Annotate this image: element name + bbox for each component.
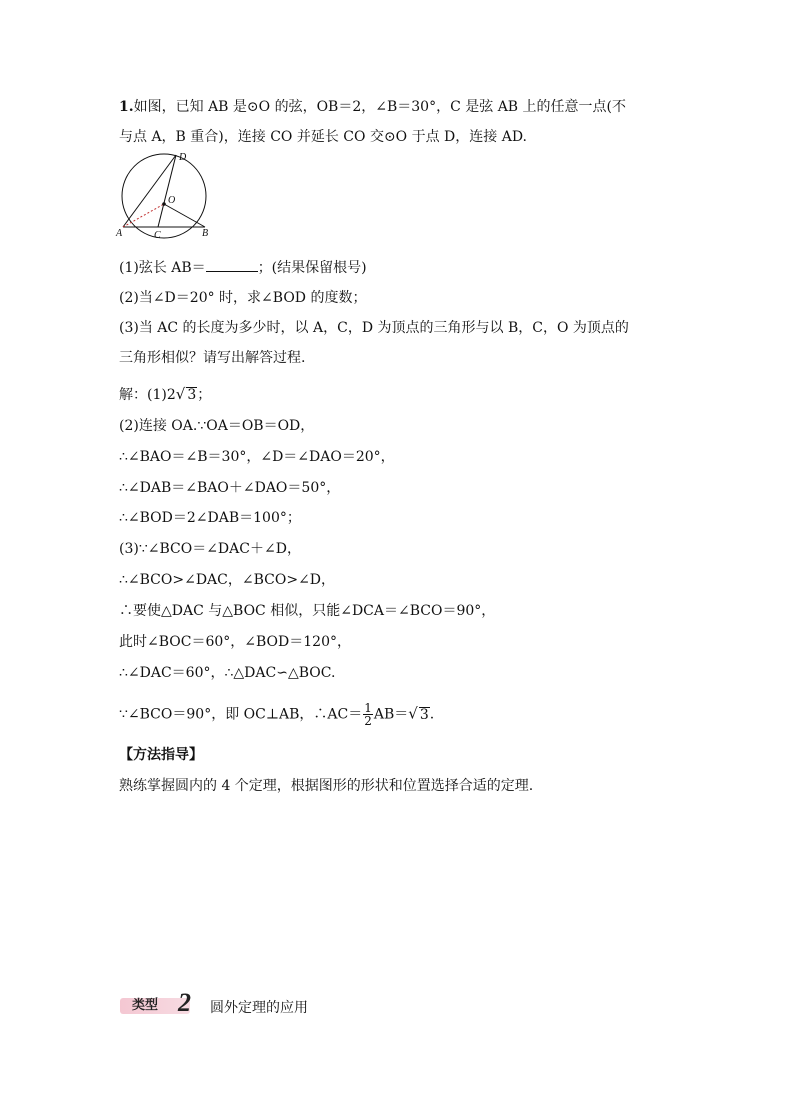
part-3-line-2: 三角形相似？请写出解答过程. <box>119 350 306 366</box>
radical-sign: √ <box>175 385 186 403</box>
question-line-1 <box>119 97 626 117</box>
part-2: (2)当∠D＝20° 时，求∠BOD 的度数； <box>119 290 367 306</box>
question-number: 1. <box>119 99 134 115</box>
segment-cd <box>158 155 176 227</box>
label-c: C <box>154 230 161 241</box>
solution-step-6: ∴∠BCO>∠DAC，∠BCO>∠D， <box>119 572 336 588</box>
segment-ob <box>164 204 205 227</box>
fraction-denominator: 2 <box>364 714 372 728</box>
method-heading: 【方法指导】 <box>119 747 203 763</box>
fraction-half <box>363 702 373 727</box>
radical-sign-2: √ <box>408 704 418 723</box>
method-text: 熟练掌握圆内的 4 个定理，根据图形的形状和位置选择合适的定理. <box>119 778 534 794</box>
solution-step-5: (3)∵∠BCO＝∠DAC＋∠D， <box>119 541 301 557</box>
center-point <box>162 202 166 206</box>
fraction-numerator: 1 <box>364 701 372 715</box>
circle-o <box>122 154 209 239</box>
label-d: D <box>179 152 187 163</box>
solution-step-3: ∴∠DAB＝∠BAO＋∠DAO＝50°， <box>119 480 341 496</box>
part-1-before: (1)弦长 AB＝ <box>119 260 206 276</box>
solution-step-1: (2)连接 OA.∵OA＝OB＝OD， <box>119 418 315 434</box>
circle-figure <box>114 152 214 242</box>
solution-step-8: 此时∠BOC＝60°，∠BOD＝120°， <box>119 634 351 650</box>
part-1 <box>119 258 367 278</box>
label-b: B <box>202 228 209 239</box>
part-3-line-1: (3)当 AC 的长度为多少时，以 A，C，D 为顶点的三角形与以 B，C，O 为顶点的 <box>119 320 629 336</box>
answer-1-prefix: 解：(1)2 <box>119 387 176 403</box>
solution-step-9: ∴∠DAC＝60°，∴△DAC∽△BOC. <box>119 665 336 681</box>
type-badge <box>120 988 200 1017</box>
solution-step-2: ∴∠BAO＝∠B＝30°，∠D＝∠DAO＝20°， <box>119 449 395 465</box>
question-text-1: 如图，已知 AB 是⊙O 的弦，OB＝2，∠B＝30°，C 是弦 AB 上的任意一点(不 <box>133 99 627 115</box>
section-title: 圆外定理的应用 <box>210 1000 308 1016</box>
solution-answer-1 <box>119 384 211 405</box>
type-label: 类型 <box>132 998 159 1013</box>
solution-step-10 <box>119 702 434 727</box>
solution-step-7: ∴要使△DAC 与△BOC 相似，只能∠DCA＝∠BCO＝90°， <box>119 603 496 619</box>
last-radicand: 3 <box>419 706 429 723</box>
last-suffix: . <box>429 706 435 723</box>
type-number: 2 <box>178 988 191 1017</box>
segment-ad <box>123 155 176 227</box>
label-o: O <box>168 195 176 206</box>
answer-1-suffix: ； <box>197 387 212 403</box>
label-a: A <box>116 228 123 239</box>
segment-oa-dashed <box>123 204 164 227</box>
question-line-2: 与点 A，B 重合)，连接 CO 并延长 CO 交⊙O 于点 D，连接 AD. <box>119 129 528 145</box>
last-mid: AB＝ <box>373 706 409 723</box>
answer-1-radicand: 3 <box>187 387 197 403</box>
part-1-after: ；(结果保留根号) <box>257 260 367 276</box>
answer-blank <box>206 258 258 272</box>
solution-step-4: ∴∠BOD＝2∠DAB＝100°； <box>119 510 301 526</box>
last-prefix: ∵∠BCO＝90°，即 OC⊥AB，∴AC＝ <box>119 706 363 723</box>
